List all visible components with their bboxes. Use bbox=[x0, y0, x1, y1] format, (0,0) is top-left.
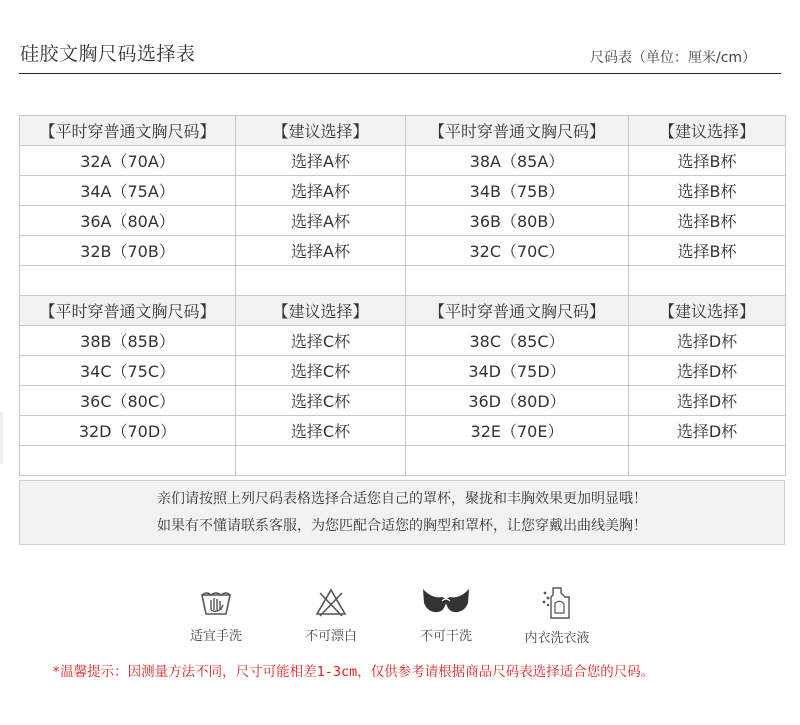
empty-cell bbox=[20, 446, 236, 476]
care-label: 适宜手洗 bbox=[189, 629, 242, 644]
size-cell: 34A（75A） bbox=[20, 176, 236, 206]
warning-text: *温馨提示：因测量方法不同，尺寸可能相差1-3cm，仅供参考请根据商品尺码表选择适合您的尺码。 bbox=[52, 664, 655, 680]
size-cell: 38C（85C） bbox=[406, 326, 629, 356]
header-cell: 【平时穿普通文胸尺码】 bbox=[20, 296, 236, 326]
size-cell: 36B（80B） bbox=[406, 206, 629, 236]
cup-cell: 选择C杯 bbox=[236, 326, 406, 356]
care-label: 不可干洗 bbox=[419, 629, 472, 644]
detergent-icon bbox=[539, 585, 575, 621]
table-row bbox=[20, 416, 786, 446]
size-cell: 32B（70B） bbox=[20, 236, 236, 266]
cup-cell: 选择A杯 bbox=[236, 206, 406, 236]
empty-cell bbox=[406, 446, 629, 476]
no-bleach-icon bbox=[314, 585, 348, 619]
note-line: 如果有不懂请联系客服，为您匹配合适您的胸型和罩杯，让您穿戴出曲线美胸！ bbox=[157, 518, 647, 534]
table-spacer-row bbox=[20, 266, 786, 296]
table-spacer-row bbox=[20, 446, 786, 476]
unit-note: 尺码表（单位：厘米/cm） bbox=[590, 50, 757, 66]
size-cell: 34B（75B） bbox=[406, 176, 629, 206]
header-cell: 【建议选择】 bbox=[629, 296, 786, 326]
note-line: 亲们请按照上列尺码表格选择合适您自己的罩杯，聚拢和丰胸效果更加明显哦！ bbox=[157, 491, 647, 507]
size-cell: 36A（80A） bbox=[20, 206, 236, 236]
empty-cell bbox=[629, 266, 786, 296]
care-item-detergent bbox=[507, 585, 607, 646]
care-label: 不可漂白 bbox=[304, 629, 357, 644]
empty-cell bbox=[629, 446, 786, 476]
empty-cell bbox=[236, 266, 406, 296]
cup-cell: 选择D杯 bbox=[629, 416, 786, 446]
cup-cell: 选择C杯 bbox=[236, 356, 406, 386]
care-item-no-dry-clean bbox=[396, 585, 496, 644]
size-cell: 38A（85A） bbox=[406, 146, 629, 176]
table-row bbox=[20, 146, 786, 176]
size-cell: 36C（80C） bbox=[20, 386, 236, 416]
cup-cell: 选择B杯 bbox=[629, 236, 786, 266]
empty-cell bbox=[236, 446, 406, 476]
size-cell: 32C（70C） bbox=[406, 236, 629, 266]
notes-box bbox=[19, 480, 785, 545]
page-title: 硅胶文胸尺码选择表 bbox=[20, 43, 196, 65]
table-header-row bbox=[20, 296, 786, 326]
table-row bbox=[20, 326, 786, 356]
no-dry-clean-icon bbox=[420, 585, 472, 619]
empty-cell bbox=[406, 266, 629, 296]
table-row bbox=[20, 386, 786, 416]
size-cell: 34C（75C） bbox=[20, 356, 236, 386]
cup-cell: 选择A杯 bbox=[236, 146, 406, 176]
side-decoration bbox=[0, 412, 3, 464]
header-cell: 【建议选择】 bbox=[236, 116, 406, 146]
size-cell: 32E（70E） bbox=[406, 416, 629, 446]
size-cell: 32A（70A） bbox=[20, 146, 236, 176]
cup-cell: 选择B杯 bbox=[629, 176, 786, 206]
header-cell: 【平时穿普通文胸尺码】 bbox=[406, 296, 629, 326]
empty-cell bbox=[20, 266, 236, 296]
cup-cell: 选择B杯 bbox=[629, 206, 786, 236]
care-item-no-bleach bbox=[281, 585, 381, 644]
size-cell: 36D（80D） bbox=[406, 386, 629, 416]
header-cell: 【平时穿普通文胸尺码】 bbox=[406, 116, 629, 146]
size-cell: 34D（75D） bbox=[406, 356, 629, 386]
header-cell: 【建议选择】 bbox=[629, 116, 786, 146]
table-row bbox=[20, 206, 786, 236]
cup-cell: 选择A杯 bbox=[236, 236, 406, 266]
cup-cell: 选择D杯 bbox=[629, 386, 786, 416]
size-cell: 38B（85B） bbox=[20, 326, 236, 356]
care-item-hand-wash bbox=[166, 585, 266, 644]
cup-cell: 选择D杯 bbox=[629, 326, 786, 356]
header-cell: 【平时穿普通文胸尺码】 bbox=[20, 116, 236, 146]
cup-cell: 选择D杯 bbox=[629, 356, 786, 386]
header-divider bbox=[19, 73, 781, 74]
table-row bbox=[20, 236, 786, 266]
cup-cell: 选择A杯 bbox=[236, 176, 406, 206]
care-label: 内衣洗衣液 bbox=[524, 631, 590, 646]
size-table bbox=[19, 115, 786, 476]
table-row bbox=[20, 176, 786, 206]
header-cell: 【建议选择】 bbox=[236, 296, 406, 326]
cup-cell: 选择B杯 bbox=[629, 146, 786, 176]
table-header-row bbox=[20, 116, 786, 146]
cup-cell: 选择C杯 bbox=[236, 386, 406, 416]
size-cell: 32D（70D） bbox=[20, 416, 236, 446]
table-row bbox=[20, 356, 786, 386]
cup-cell: 选择C杯 bbox=[236, 416, 406, 446]
hand-wash-icon bbox=[199, 585, 233, 619]
